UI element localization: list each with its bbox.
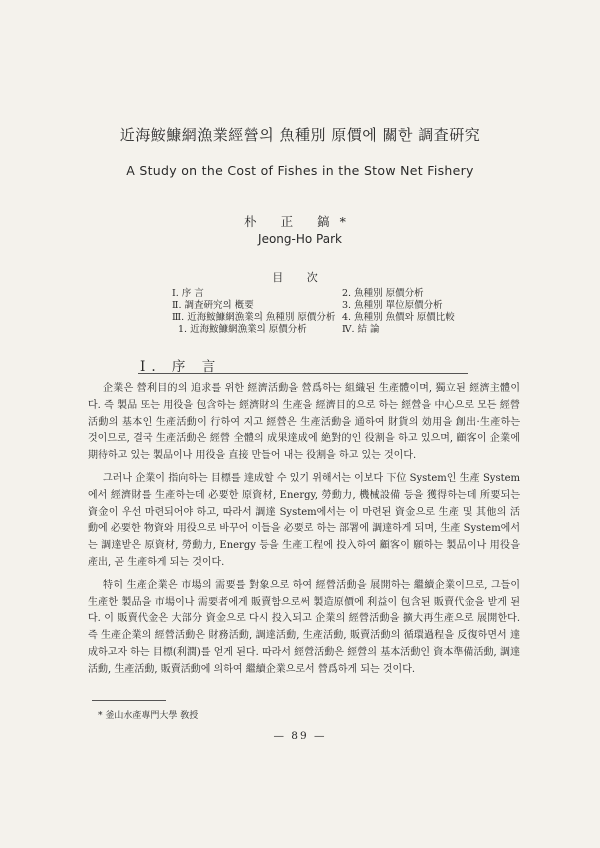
footnote: * 釜山水產專門大學 敎授	[98, 711, 199, 721]
toc-right-column	[342, 288, 492, 336]
toc-item: Ⅳ. 結 論	[342, 324, 380, 335]
author-name-korean: 朴 正 鎬*	[244, 214, 356, 229]
toc-item: Ⅰ. 序 言	[172, 288, 204, 299]
toc-left-column	[172, 288, 352, 336]
toc-item: Ⅲ. 近海鮟鱇網漁業의 魚種別 原價分析	[172, 312, 336, 323]
toc-item: 1. 近海鮟鱇網漁業의 原價分析	[178, 324, 307, 335]
page-number: — 89 —	[273, 730, 327, 742]
footnote-divider	[92, 700, 166, 701]
paragraph: 企業은 營利目的의 追求를 위한 經濟活動을 營爲하는 組織된 生產體이며, 獨立된 經濟主體이다. 즉 製品 또는 用役을 包含하는 經濟財의 生產을 經濟目的으로 하는 經營을 中心으로 모든 經營活動의 基本인 生產活動이 行하여 지고 經營은 生產活動을 通하여 財貨의 効用을 創出·生產하는 것이므로, 결국 生產活動은 經營 全體의 成果達成에 絶對的인 役割을 하고 있으며, 顧客이 企業에 期待하고 있는 製品이나 用役을 直接 만들어 내는 役割을 하고 있는 것이다.	[88, 383, 520, 462]
paragraph: 特히 生產企業은 市場의 需要를 對象으로 하여 經營活動을 展開하는 繼續企業이므로, 그들이 生產한 製品을 市場이나 需要者에게 販賣함으로써 製造原價에 利益이 包含된 販賣代金을 받게 된다. 이 販賣代金은 大部分 資金으로 다시 投入되고 企業의 經營活動을 擴大再生產으로 展開한다. 즉 生產企業의 經營活動은 財務活動, 調達活動, 生產活動, 販賣活動의 循環過程을 反復하면서 達成하고자 하는 目標(利潤)를 얻게 된다. 따라서 經營活動은 經營의 基本活動인 資本準備活動, 調達活動, 生產活動, 販賣活動에 의하여 繼續企業으로서 營爲하게 되는 것이다.	[88, 579, 520, 675]
toc-item: 2. 魚種別 原價分析	[342, 288, 424, 299]
body-text	[88, 381, 520, 679]
paper-title-korean: 近海鮟鱇網漁業經營의 魚種別 原價에 關한 調査硏究	[119, 126, 481, 144]
toc-item: Ⅱ. 調査硏究의 槪要	[172, 300, 254, 311]
author-name-english: Jeong-Ho Park	[258, 232, 342, 246]
toc-item: 4. 魚種別 魚價와 原價比較	[342, 312, 455, 323]
paragraph: 그러나 企業이 指向하는 目標를 達成할 수 있기 위해서는 이보다 下位 System인 生產 System에서 經濟財를 生產하는데 必要한 原資材, Energy, 勞動力, 機械設備 등을 獲得하는데 所要되는 資金이 우선 마련되어야 하고, 따라서 調達 System에서는 이 마련된 資金으로 生產 및 其他의 活動에 必要한 物資와 用役으로 바꾸어 이들을 必要로 하는 部署에 調達하게 되며, 生產 System에서는 調達받은 原資材, 勞動力, Energy 등을 生產工程에 投入하여 顧客이 願하는 製品이나 用役을 產出, 곧 生產하게 되는 것이다.	[88, 472, 520, 568]
toc-item: 3. 魚種別 單位原價分析	[342, 300, 443, 311]
section-heading: Ⅰ. 序 言	[140, 359, 222, 375]
paper-title-english: A Study on the Cost of Fishes in the Stow Net Fishery	[126, 163, 474, 178]
toc-heading: 目 次	[272, 271, 328, 284]
section-divider	[138, 373, 468, 374]
